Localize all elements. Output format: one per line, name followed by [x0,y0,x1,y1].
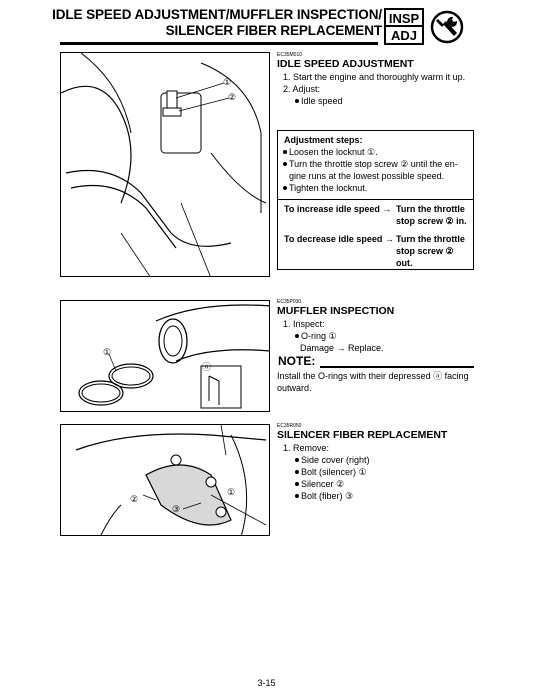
badge-bottom: ADJ [390,28,417,43]
silencer-figure [60,424,270,536]
decrease-action-3: out. [396,258,413,268]
decrease-label: To decrease idle speed → [284,234,394,244]
section-code: EC35R050 [277,423,302,429]
badge-top: INSP [386,10,422,27]
callout-2: ② [228,92,237,102]
note-line-2: outward. [277,383,312,393]
callout-1: ① [223,77,232,87]
decrease-action-2: stop screw ② [396,246,454,256]
title-line-2: SILENCER FIBER REPLACEMENT [165,22,382,38]
muffler-figure [60,300,270,412]
box-step-2-cont: gine runs at the lowest possible speed. [289,171,445,181]
section-code: EC35M010 [277,52,303,58]
section-code: EC35P030 [277,299,302,305]
page-number: 3-15 [257,678,276,688]
idle-speed-figure [60,52,270,277]
box-divider [278,199,473,200]
header-rule [60,42,378,45]
box-step-1: Loosen the locknut ①. [283,146,378,158]
adjustment-steps-box [277,130,474,270]
silencer-bullet-1: Side cover (right) [295,454,370,466]
step-1: 1. Start the engine and thoroughly warm it up. [283,72,466,82]
box-step-3: Tighten the locknut. [283,182,367,194]
silencer-bullet-4: Bolt (fiber) ③ [295,490,353,502]
muffler-bullet: O-ring ① [295,330,337,342]
silencer-step-1: 1. Remove: [283,443,330,453]
wrench-screwdriver-icon [429,9,465,45]
muffler-step-1: 1. Inspect: [283,319,325,329]
muffler-callout-a: ⓐ [202,362,212,372]
box-step-2: Turn the throttle stop screw ② until the en- [283,158,458,170]
silencer-bullet-3: Silencer ② [295,478,344,490]
section-title: SILENCER FIBER REPLACEMENT [277,429,448,441]
note-rule [320,366,474,368]
bullet-dot [295,99,299,103]
silencer-bullet-2: Bolt (silencer) ① [295,466,367,478]
increase-label: To increase idle speed → [284,204,392,214]
silencer-callout-2: ② [130,494,139,504]
section-title: IDLE SPEED ADJUSTMENT [277,58,414,70]
silencer-callout-1: ① [227,487,236,497]
page-title [40,7,382,38]
muffler-callout-1: ① [103,347,112,357]
section-title: MUFFLER INSPECTION [277,305,395,317]
bullet-idle-speed: Idle speed [295,95,343,107]
note-line-1: Install the O-rings with their depressed ⓐ facing [277,371,469,381]
box-heading: Adjustment steps: [284,135,363,145]
step-2: 2. Adjust: [283,84,321,94]
increase-action-1: Turn the throttle [396,204,465,214]
section-badge [384,8,424,45]
increase-action-2: stop screw ② in. [396,216,467,226]
decrease-action-1: Turn the throttle [396,234,465,244]
silencer-callout-3: ③ [172,504,181,514]
muffler-damage: Damage → Replace. [300,343,384,353]
title-line-1: IDLE SPEED ADJUSTMENT/MUFFLER INSPECTION/ [52,7,382,22]
note-label: NOTE: [278,354,316,368]
